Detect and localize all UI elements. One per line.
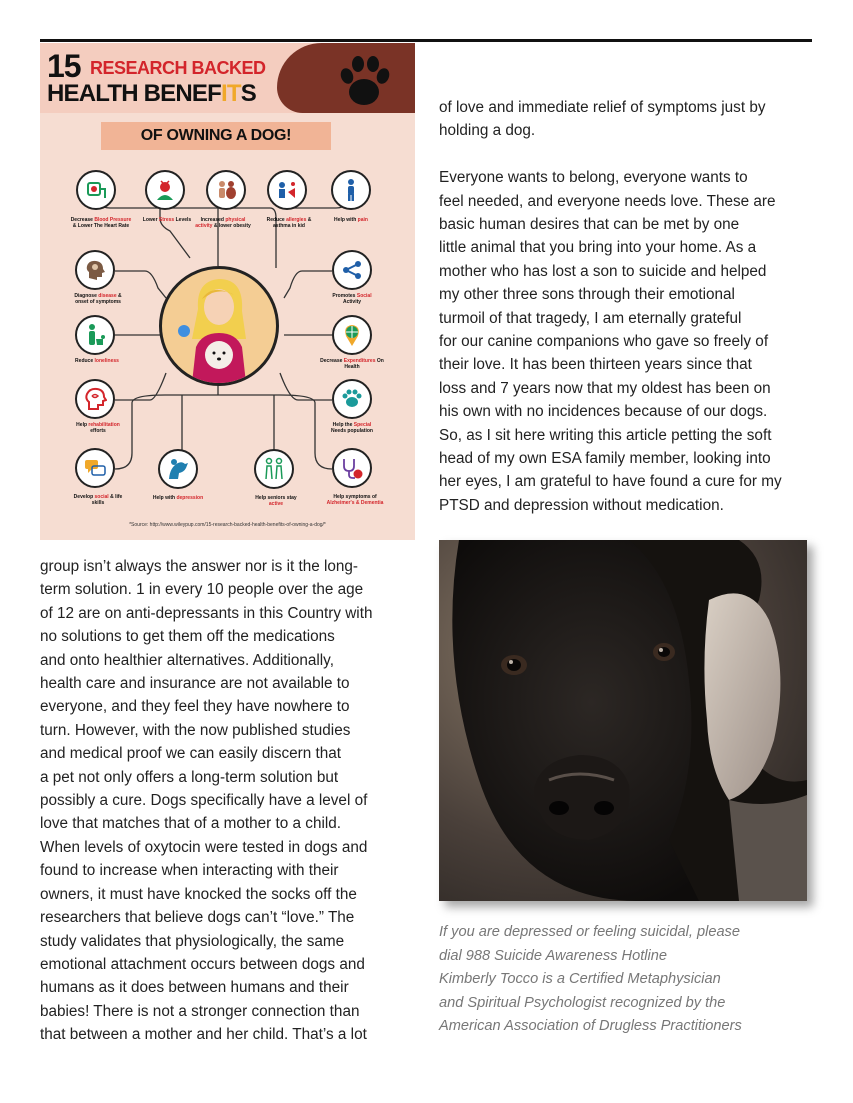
text-line: PTSD and depression without medication. (439, 496, 724, 514)
caption-text: Promotes (332, 293, 357, 299)
text-line: basic human desires that can be met by one (439, 216, 740, 234)
text-line: holding a dog. (439, 122, 536, 140)
text-line: researchers that believe dogs can’t “love.” The (40, 909, 355, 927)
text-line: love that matches that of a mother to a child. (40, 815, 342, 833)
text-line: my other three sons through their emotional (439, 286, 735, 304)
benefit-caption-10 (68, 422, 128, 434)
benefit-caption-9 (318, 358, 386, 370)
text-line: turn. However, with the now published studies (40, 721, 351, 739)
caption-text: Reduce (266, 217, 287, 223)
text-line: that between a mother and her child. That’s a lot (40, 1026, 367, 1044)
caption-text: Help with (334, 217, 358, 223)
caption-text: Activity (342, 299, 362, 305)
text-line: Everyone wants to belong, everyone wants to (439, 169, 748, 187)
caption-highlight: social (94, 494, 109, 500)
title-line2-end: S (240, 80, 256, 107)
caption-text: Help symptoms of (333, 494, 377, 500)
chat-bubbles-icon (75, 448, 115, 488)
caption-line: and Spiritual Psychologist recognized by the (439, 994, 726, 1011)
text-line: head of my own ESA family member, looking into (439, 450, 771, 468)
brain-profile-icon (75, 379, 115, 419)
caption-text: & onset of symptoms (75, 293, 122, 305)
text-line: feel needed, and everyone needs love. These are (439, 192, 776, 210)
text-line: turmoil of that tragedy, I am eternally grateful (439, 309, 742, 327)
caption-text: efforts (90, 428, 106, 434)
brain-head-icon (75, 250, 115, 290)
caption-highlight: Expenditures (343, 358, 376, 364)
caption-text: Help with (152, 495, 177, 501)
text-line: little animal that you bring into your home. As a (439, 239, 757, 257)
infographic-source: *Source: http://www.wileypup.com/15-research-backed-health-benefits-of-owning-a-dog/* (129, 522, 326, 528)
caption-highlight: loneliness (94, 358, 119, 364)
caption-text: Reduce (75, 358, 95, 364)
title-number: 15 (47, 48, 81, 84)
text-line: When levels of oxytocin were tested in dogs and (40, 838, 368, 856)
benefit-caption-7 (328, 293, 376, 305)
benefit-caption-11 (326, 422, 378, 434)
heart-monitor-icon (76, 170, 116, 210)
seniors-icon (254, 449, 294, 489)
text-line: no solutions to get them off the medications (40, 628, 335, 646)
caption-text: Diagnose (74, 293, 99, 299)
text-line: found to increase when interacting with their (40, 862, 339, 880)
text-line: group isn’t always the answer nor is it the long- (40, 558, 358, 575)
caption-text: Decrease (70, 217, 95, 223)
benefit-caption-14 (248, 495, 304, 507)
photo-caption (439, 921, 742, 1039)
text-line: and onto healthier alternatives. Additionally, (40, 651, 334, 669)
caption-text: Needs population (331, 428, 373, 434)
text-line: for our canine companions who gave so freely of (439, 333, 769, 351)
right-column-text (439, 96, 782, 517)
infographic-subtitle: OF OWNING A DOG! (101, 122, 331, 150)
paw-icon (332, 379, 372, 419)
stethoscope-brain-icon (332, 448, 372, 488)
text-line: loss and 7 years now that my oldest has been on (439, 379, 771, 397)
caption-highlight: pain (357, 217, 368, 223)
text-line: term solution. 1 in every 10 people over the age (40, 581, 364, 599)
caption-highlight: Special (353, 422, 372, 428)
title-line2-highlight: IT (220, 80, 241, 107)
caption-highlight: allergies (286, 217, 307, 223)
caption-text: & lower obesity (212, 223, 251, 229)
caption-highlight: depression (176, 495, 204, 501)
benefit-caption-15 (324, 494, 386, 506)
text-line: possibly a cure. Dogs specifically have a level of (40, 792, 368, 810)
title-line2-part: HEALTH BENEF (47, 80, 221, 107)
hug-dog-icon (158, 449, 198, 489)
caption-line: Kimberly Tocco is a Certified Metaphysician (439, 971, 721, 987)
caption-line: American Association of Drugless Practitioners (439, 1018, 742, 1034)
person-with-dog-icon (75, 315, 115, 355)
benefit-caption-12 (70, 494, 126, 506)
caption-text: Decrease (320, 358, 344, 364)
caption-text: On Health (344, 358, 384, 370)
benefit-caption-5 (324, 217, 378, 223)
benefit-caption-1 (70, 217, 132, 229)
caption-highlight: rehabilitation (88, 422, 120, 428)
text-line: babies! There is not a stronger connection than (40, 1002, 360, 1020)
caption-text: Increased (200, 217, 226, 223)
caption-highlight: Blood Pressure (94, 217, 132, 223)
caption-highlight: Alzheimer's & Dementia (326, 500, 384, 506)
dog-photo (439, 540, 807, 901)
text-line: of 12 are on anti-depressants in this Country with (40, 604, 373, 622)
text-line: their love. It has been thirteen years since that (439, 356, 752, 374)
caption-text: & life skills (91, 494, 123, 506)
text-line: health care and insurance are not available to (40, 675, 350, 693)
caption-highlight: disease (98, 293, 117, 299)
globe-pin-icon (332, 315, 372, 355)
text-line: mother who has lost a son to suicide and helped (439, 262, 767, 280)
caption-text: Help (76, 422, 89, 428)
caption-text: Help seniors stay (255, 495, 297, 501)
caption-line: If you are depressed or feeling suicidal, please (439, 924, 740, 940)
caption-highlight: physical activity (195, 217, 246, 229)
caption-text: Levels (174, 217, 192, 223)
benefit-caption-4 (264, 217, 314, 229)
caption-text: Develop (73, 494, 95, 500)
benefit-caption-8 (71, 358, 123, 364)
text-line: owners, it must have knocked the socks off the (40, 885, 357, 903)
caption-text: Help the (332, 422, 354, 428)
caption-text: & asthma in kid (273, 217, 312, 229)
text-line: emotional attachment occurs between dogs and (40, 955, 365, 973)
text-line: of love and immediate relief of symptoms just by (439, 99, 766, 116)
share-icon (332, 250, 372, 290)
text-line: humans as it does between humans and their (40, 979, 349, 997)
body-pain-icon (331, 170, 371, 210)
text-line: his own with no incidences because of our dogs. (439, 403, 768, 421)
people-weight-icon (206, 170, 246, 210)
caption-text: & Lower The Heart Rate (72, 223, 130, 229)
caption-line: dial 988 Suicide Awareness Hotline (439, 947, 667, 964)
text-line: So, as I sit here writing this article petting the soft (439, 426, 772, 444)
caption-highlight: active (268, 501, 284, 507)
caption-highlight: Stress (158, 217, 175, 223)
caption-highlight: Social (356, 293, 372, 299)
benefit-caption-2 (141, 217, 193, 223)
left-column-text (40, 555, 372, 1047)
title-line1: RESEARCH BACKED (90, 58, 266, 78)
infographic (40, 43, 415, 540)
allergy-icon (267, 170, 307, 210)
benefit-caption-13 (148, 495, 208, 501)
text-line: study validates that physiologically, the same (40, 932, 345, 950)
woman-with-dog-illustration (159, 266, 279, 386)
text-line: her eyes, I am grateful to have found a cure for my (439, 473, 782, 491)
top-rule (40, 39, 812, 42)
caption-text: Lower (142, 217, 159, 223)
benefit-caption-3 (192, 217, 254, 229)
stress-icon (145, 170, 185, 210)
benefit-caption-6 (70, 293, 126, 305)
text-line: and medical proof we can easily discern that (40, 745, 342, 763)
paragraph-gap (439, 143, 782, 166)
text-line: a pet not only offers a long-term solution but (40, 768, 339, 786)
text-line: everyone, and they feel they have nowhere to (40, 698, 350, 716)
